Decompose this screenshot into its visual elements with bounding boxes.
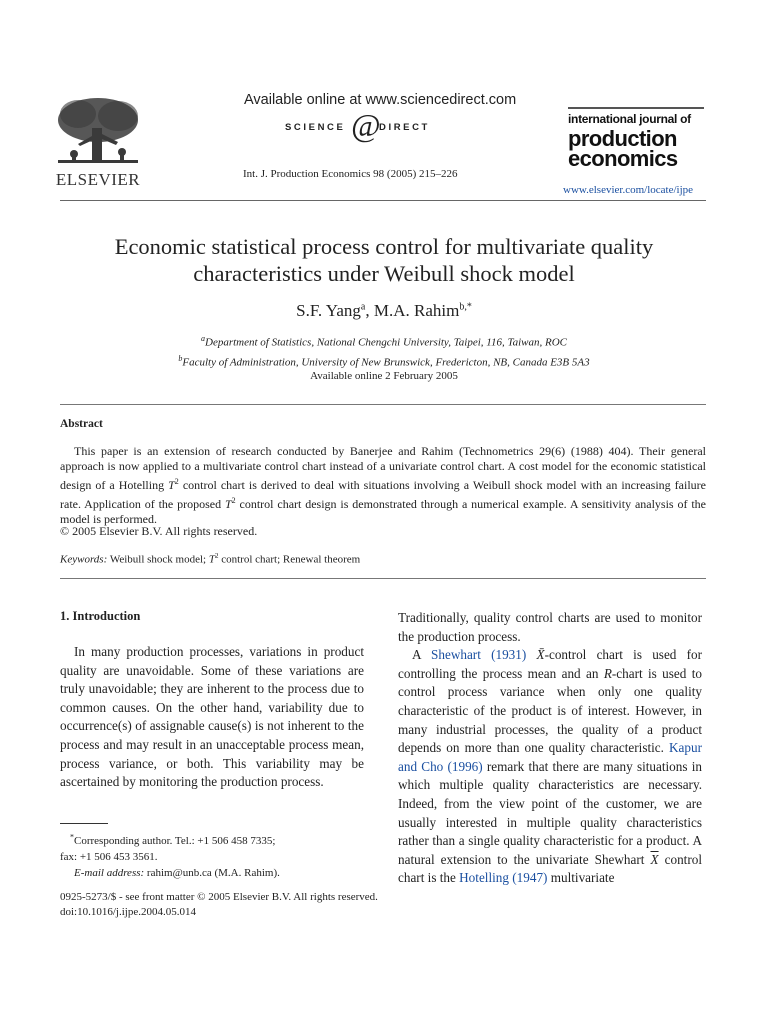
abstract-bottom-divider — [60, 578, 706, 579]
header-divider — [60, 200, 706, 201]
email-label: E-mail address: — [74, 866, 145, 879]
abstract-part-2: control chart is derived to deal with situations involving a Weibull shock model with an increasing failure rate. Application of the proposed — [60, 478, 706, 511]
publisher-name: ELSEVIER — [55, 170, 141, 189]
keywords-label: Keywords: — [60, 553, 108, 566]
keywords-part-2: control chart; Renewal theorem — [218, 553, 361, 566]
t-sup: 2 — [174, 477, 179, 486]
journal-name-economics: economics — [568, 146, 678, 171]
ref-hotelling-link[interactable]: Hotelling (1947) — [459, 870, 548, 886]
footnote-line-1: Corresponding author. Tel.: +1 506 458 7335; — [74, 834, 276, 847]
author-2[interactable]: M.A. Rahim — [373, 301, 460, 320]
journal-citation: Int. J. Production Economics 98 (2005) 215–226 — [243, 168, 458, 180]
abstract-part-3: control chart design is demonstrated through a numerical example. A sensitivity analysis of the model is performed. — [60, 497, 706, 526]
intro-paragraph-1: Traditionally, quality control charts are used to monitor the production process. — [398, 610, 702, 644]
xbar-symbol: X̄ — [536, 647, 545, 663]
t-symbol: T — [208, 553, 215, 566]
author-list: S.F. Yang$^a$, M.A. Rahim$^{b,*}$ — [296, 301, 472, 320]
affiliations — [40, 331, 728, 370]
affiliation-b: Faculty of Administration, University of New Brunswick, Fredericton, NB, Canada E3B 5A3 — [182, 356, 590, 369]
journal-name-small: international journal of — [568, 112, 691, 126]
keywords-part-1: Weibull shock model; — [107, 553, 209, 566]
section-heading-introduction: 1. Introduction — [60, 609, 141, 623]
issn-text: 0925-5273/$ - see front matter © 2005 Elsevier B.V. All rights reserved. — [60, 891, 378, 903]
t-sup: 2 — [214, 552, 219, 560]
p2-part-e: control chart is the — [398, 851, 702, 886]
p2-part-c: -chart is used to control process variance when only one quality characteristic of the product is of interest. However, in many industrial processes, the quality of a product depends on more than one quality characteristic. — [398, 665, 702, 756]
abstract-top-divider — [60, 404, 706, 405]
ref-shewhart-link[interactable]: Shewhart (1931) — [431, 647, 527, 663]
available-date: Available online 2 February 2005 — [310, 370, 458, 382]
t-symbol: T — [168, 478, 175, 492]
elsevier-tree-icon — [48, 92, 148, 170]
author-1-sup: a — [360, 301, 366, 313]
affiliation-a-sup: a — [201, 334, 205, 343]
p2-part-b: -control chart is used for controlling the process mean and an — [398, 647, 703, 681]
intro-right-column — [398, 609, 702, 888]
author-1[interactable]: S.F. Yang — [296, 301, 361, 320]
p2-part-a: A — [412, 647, 432, 663]
intro-left-column: In many production processes, variations in product quality are unavoidable. Some of these variations are truly unavoidable; they are inherent to the process due to common causes. On the other hand, variability due to occurrence(s) of assignable cause(s) is not inherent to the process and may result in an unacceptable process mean, process variance, or both. This variability may be ascertained by monitoring the production process. — [60, 644, 364, 790]
sd-logo-direct: DIRECT — [379, 122, 430, 133]
r-symbol: R — [603, 665, 612, 681]
abstract-part-1: This paper is an extension of research conducted by Banerjee and Rahim (Technometrics 29(6) (1988) 404). Their general approach is now applied to a multivariate control chart instead of a univariate control chart. A cost model for the economic statistical design of a Hotelling — [60, 444, 706, 492]
affiliation-b-sup: b — [178, 353, 183, 363]
sciencedirect-logo[interactable] — [285, 107, 445, 143]
journal-name-production: production — [568, 126, 677, 151]
abstract-heading: Abstract — [60, 418, 103, 430]
journal-rule — [568, 107, 704, 109]
ref-kapur-link[interactable]: Kapur and Cho (1996) — [398, 740, 702, 774]
title-line-2: characteristics under Weibull shock model — [193, 261, 575, 286]
abstract-text — [60, 444, 706, 527]
p2-part-f: multivariate — [547, 870, 615, 886]
footnote-line-2: fax: +1 506 453 3561. — [60, 850, 158, 863]
footnote — [60, 829, 364, 881]
x-overline-symbol: $\overline{X}$ — [650, 851, 659, 867]
available-online-label[interactable]: Available online at www.sciencedirect.com — [244, 92, 517, 108]
email-link[interactable]: rahim@unb.ca (M.A. Rahim). — [144, 866, 280, 879]
footnote-divider — [60, 823, 108, 824]
p2-part-d: remark that there are many situations in which multiple quality characteristics are necessary. Indeed, from the view point of the customer, we are usually interested in multiple quality characteristics rather than a single quality characteristic for a product. A natural extension to the univariate Shewhart — [398, 758, 702, 867]
intro-paragraph-2 — [398, 646, 702, 888]
keywords — [60, 552, 360, 566]
author-2-sup: b,* — [459, 301, 472, 313]
t-sup: 2 — [231, 496, 236, 505]
journal-url-link[interactable]: www.elsevier.com/locate/ijpe — [563, 184, 694, 196]
elsevier-logo — [48, 92, 148, 187]
sd-logo-science: SCIENCE — [285, 122, 346, 133]
sd-logo-at-icon: @ — [351, 107, 381, 143]
affiliation-a: Department of Statistics, National Chengchi University, Taipei, 116, Taiwan, ROC — [205, 336, 567, 349]
t-symbol: T — [224, 497, 232, 511]
title-line-1: Economic statistical process control for multivariate quality — [114, 234, 654, 259]
footnote-star: * — [70, 832, 74, 841]
abstract-copyright: © 2005 Elsevier B.V. All rights reserved. — [60, 524, 258, 538]
article-title — [40, 233, 728, 287]
issn-line — [60, 890, 378, 920]
doi-link[interactable]: doi:10.1016/j.ijpe.2004.05.014 — [60, 906, 196, 918]
